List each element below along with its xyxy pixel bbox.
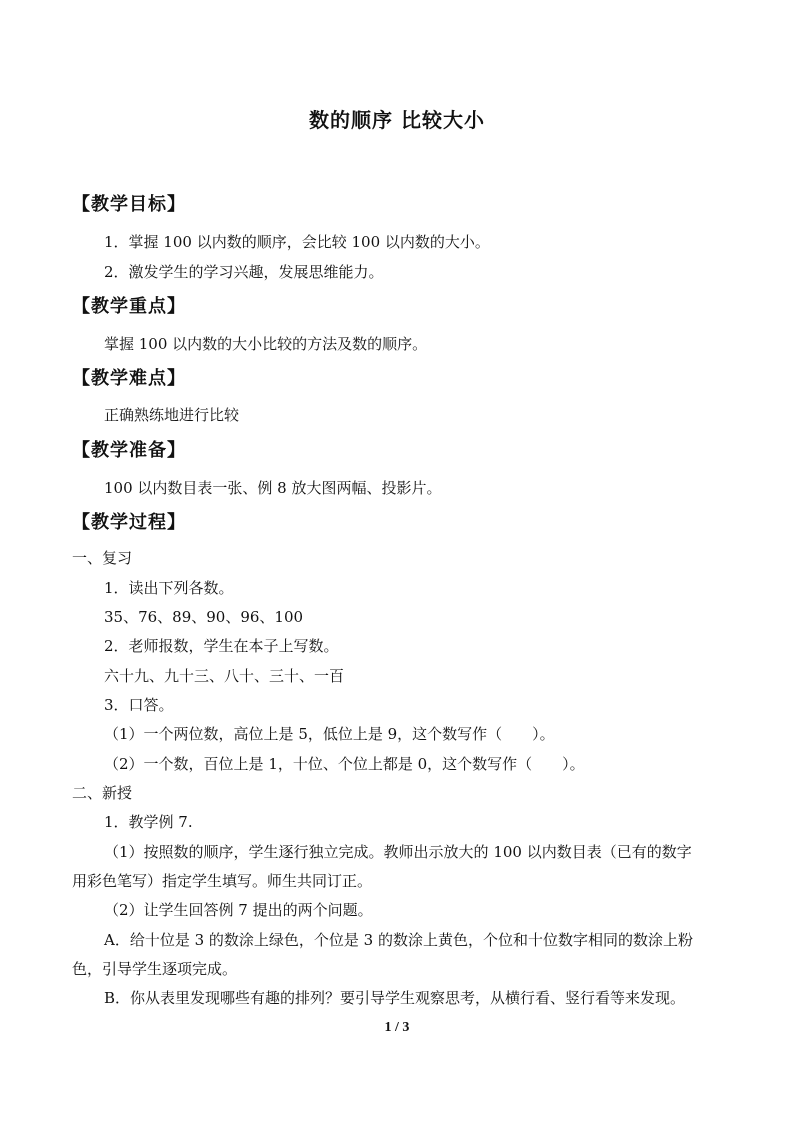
new-lesson-line: A．给十位是 3 的数涂上绿色，个位是 3 的数涂上黄色，个位和十位数字相同的数涂上粉 [104,931,693,949]
new-lesson-line: （1）按照数的顺序，学生逐行独立完成。教师出示放大的 100 以内数目表（已有的数字 [104,843,692,861]
heading-difficulties: 【教学难点】 [72,368,186,389]
review-line: （1）一个两位数，高位上是 5，低位上是 9，这个数写作（ ）。 [104,725,555,743]
review-section-title: 一、复习 [72,549,133,567]
review-line: 六十九、九十三、八十、三十、一百 [104,667,345,685]
review-line: 2．老师报数，学生在本子上写数。 [104,637,339,655]
document-title: 数的顺序 比较大小 [309,108,485,132]
new-lesson-line: （2）让学生回答例 7 提出的两个问题。 [104,901,373,919]
heading-key-points: 【教学重点】 [72,296,186,317]
page-number: 1 / 3 [384,1020,410,1035]
review-line: 35、76、89、90、96、100 [104,608,304,626]
new-lesson-line: B．你从表里发现哪些有趣的排列？要引导学生观察思考，从横行看、竖行看等来发现。 [104,989,686,1007]
goal-item-1: 1．掌握 100 以内数的顺序，会比较 100 以内数的大小。 [104,233,490,251]
new-lesson-line: 1．教学例 7. [104,813,193,831]
key-points-text: 掌握 100 以内数的大小比较的方法及数的顺序。 [104,335,428,353]
review-line: 3．口答。 [104,696,174,714]
review-line: 1．读出下列各数。 [104,579,234,597]
heading-teaching-process: 【教学过程】 [72,512,186,533]
difficulties-text: 正确熟练地进行比较 [104,406,240,424]
new-lesson-line: 色，引导学生逐项完成。 [72,960,238,978]
preparation-text: 100 以内数目表一张、例 8 放大图两幅、投影片。 [104,479,442,497]
review-line: （2）一个数，百位上是 1，十位、个位上都是 0，这个数写作（ ）。 [104,755,585,773]
heading-preparation: 【教学准备】 [72,440,186,461]
new-lesson-line: 用彩色笔写）指定学生填写。师生共同订正。 [72,872,373,890]
heading-teaching-goals: 【教学目标】 [72,194,186,215]
goal-item-2: 2．激发学生的学习兴趣，发展思维能力。 [104,263,384,281]
new-lesson-section-title: 二、新授 [72,784,133,802]
